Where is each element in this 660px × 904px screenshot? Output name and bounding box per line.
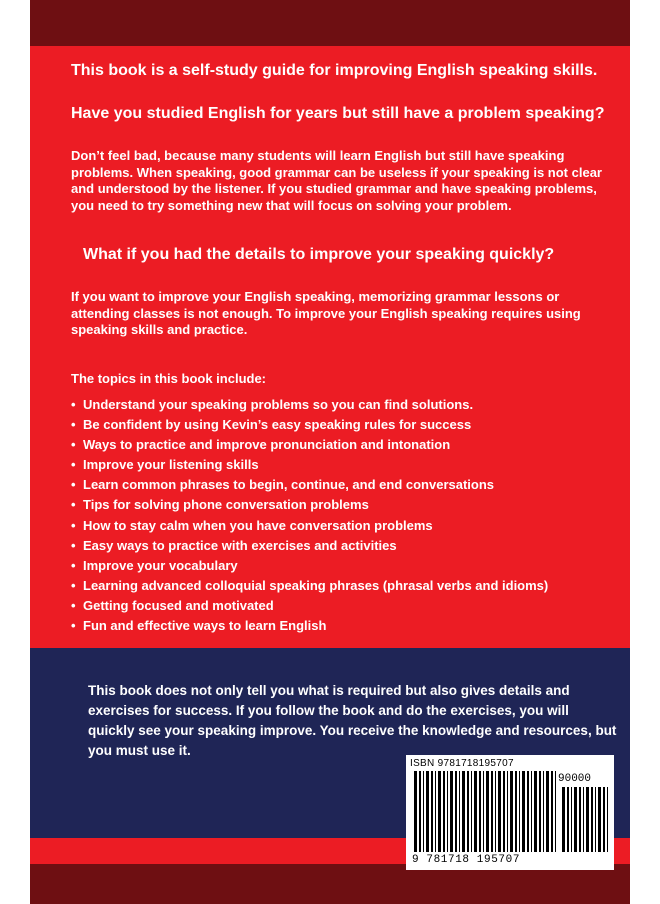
- topics-heading: The topics in this book include:: [71, 371, 267, 386]
- barcode-bar: [571, 787, 572, 852]
- bullet-icon: •: [71, 457, 76, 473]
- book-back-cover: [30, 0, 630, 904]
- list-item: • Getting focused and motivated: [71, 596, 548, 616]
- barcode-bar: [539, 771, 541, 852]
- isbn-barcode: [406, 755, 614, 870]
- headline-details: What if you had the details to improve your speaking quickly?: [83, 246, 555, 263]
- barcode-digits: 9 781718 195707: [412, 854, 521, 866]
- barcode-bar: [471, 771, 472, 852]
- barcode-bar: [479, 771, 481, 852]
- paragraph-intro: Don’t feel bad, because many students will learn English but still have speaking problems. When speaking, good grammar can be useless if your speaking is not clear and understood by the listener. If you studied grammar and have speaking problems, you need to try something new that will focus on solving your problem.: [71, 148, 602, 213]
- topics-list: [71, 395, 548, 636]
- list-item: • How to stay calm when you have conversation problems: [71, 516, 548, 536]
- barcode-bar: [586, 787, 589, 852]
- bullet-icon: •: [71, 477, 76, 493]
- barcode-bar: [467, 771, 469, 852]
- headline-question: Have you studied English for years but still have a problem speaking?: [71, 105, 605, 122]
- barcode-bar: [583, 787, 584, 852]
- list-item: • Improve your listening skills: [71, 455, 548, 475]
- closing-paragraph: This book does not only tell you what is required but also gives details and exercises for success. If you follow the book and do the exercises, you will quickly see your speaking improve. You receive the knowledge and resources, but you must use it.: [88, 683, 617, 758]
- barcode-bar: [531, 771, 532, 852]
- barcode-bar: [495, 771, 496, 852]
- list-item: • Ways to practice and improve pronunciation and intonation: [71, 435, 548, 455]
- barcode-bar: [522, 771, 525, 852]
- barcode-bar: [431, 771, 433, 852]
- barcode-bar: [503, 771, 505, 852]
- bullet-icon: •: [71, 397, 76, 412]
- barcode-bar: [546, 771, 549, 852]
- barcode-bar: [567, 787, 569, 852]
- barcode-bar: [595, 787, 596, 852]
- barcode-bar: [574, 787, 577, 852]
- barcode-bar: [450, 771, 453, 852]
- barcode-bar: [419, 771, 421, 852]
- barcode-bar: [543, 771, 544, 852]
- barcode-bar: [426, 771, 429, 852]
- barcode-bar: [486, 771, 489, 852]
- price-code: 90000: [558, 773, 592, 785]
- barcode-bar: [598, 787, 601, 852]
- barcode-bar: [447, 771, 448, 852]
- barcode-bar: [510, 771, 513, 852]
- barcode-bar: [603, 787, 605, 852]
- bullet-icon: •: [71, 537, 76, 553]
- barcode-bar: [491, 771, 493, 852]
- barcode-bar: [498, 771, 501, 852]
- barcode-bar: [579, 787, 581, 852]
- bullet-icon: •: [71, 557, 76, 573]
- barcode-bar: [507, 771, 508, 852]
- list-item: • Learn common phrases to begin, continue, and end conversations: [71, 475, 548, 495]
- barcode-bar: [474, 771, 477, 852]
- barcode-bar: [555, 771, 556, 852]
- list-item: • Be confident by using Kevin’s easy speaking rules for success: [71, 415, 548, 435]
- bullet-icon: •: [71, 437, 76, 453]
- bullet-icon: •: [71, 577, 76, 593]
- list-item: • Understand your speaking problems so you can find solutions.: [71, 395, 548, 415]
- barcode-bar: [438, 771, 441, 852]
- barcode-bar: [562, 787, 565, 852]
- headline-self-study: This book is a self-study guide for improving English speaking skills.: [71, 62, 598, 79]
- paragraph-improve: If you want to improve your English speaking, memorizing grammar lessons or attending classes is not enough. To improve your English speaking requires using speaking skills and practice.: [71, 289, 581, 337]
- barcode-bar: [607, 787, 608, 852]
- list-item: • Improve your vocabulary: [71, 556, 548, 576]
- barcode-bar: [551, 771, 553, 852]
- top-band: [30, 0, 630, 46]
- barcode-bar: [435, 771, 436, 852]
- list-item: • Easy ways to practice with exercises and activities: [71, 536, 548, 556]
- barcode-bar: [527, 771, 529, 852]
- barcode-bar: [483, 771, 484, 852]
- barcode-bar: [423, 771, 424, 852]
- barcode-bar: [414, 771, 417, 852]
- bottom-band: [30, 864, 630, 904]
- barcode-bar: [519, 771, 520, 852]
- list-item: • Learning advanced colloquial speaking phrases (phrasal verbs and idioms): [71, 576, 548, 596]
- isbn-label: ISBN 9781718195707: [410, 758, 514, 769]
- bullet-icon: •: [71, 618, 76, 634]
- list-item: • Fun and effective ways to learn English: [71, 616, 548, 636]
- bullet-icon: •: [71, 417, 76, 433]
- bullet-icon: •: [71, 517, 76, 533]
- barcode-bar: [462, 771, 465, 852]
- barcode-bar: [443, 771, 445, 852]
- barcode-bar: [459, 771, 460, 852]
- barcode-bar: [591, 787, 593, 852]
- barcode-bar: [455, 771, 457, 852]
- bullet-icon: •: [71, 597, 76, 613]
- barcode-bar: [515, 771, 517, 852]
- list-item: • Tips for solving phone conversation problems: [71, 495, 548, 515]
- barcode-bar: [534, 771, 537, 852]
- bullet-icon: •: [71, 497, 76, 513]
